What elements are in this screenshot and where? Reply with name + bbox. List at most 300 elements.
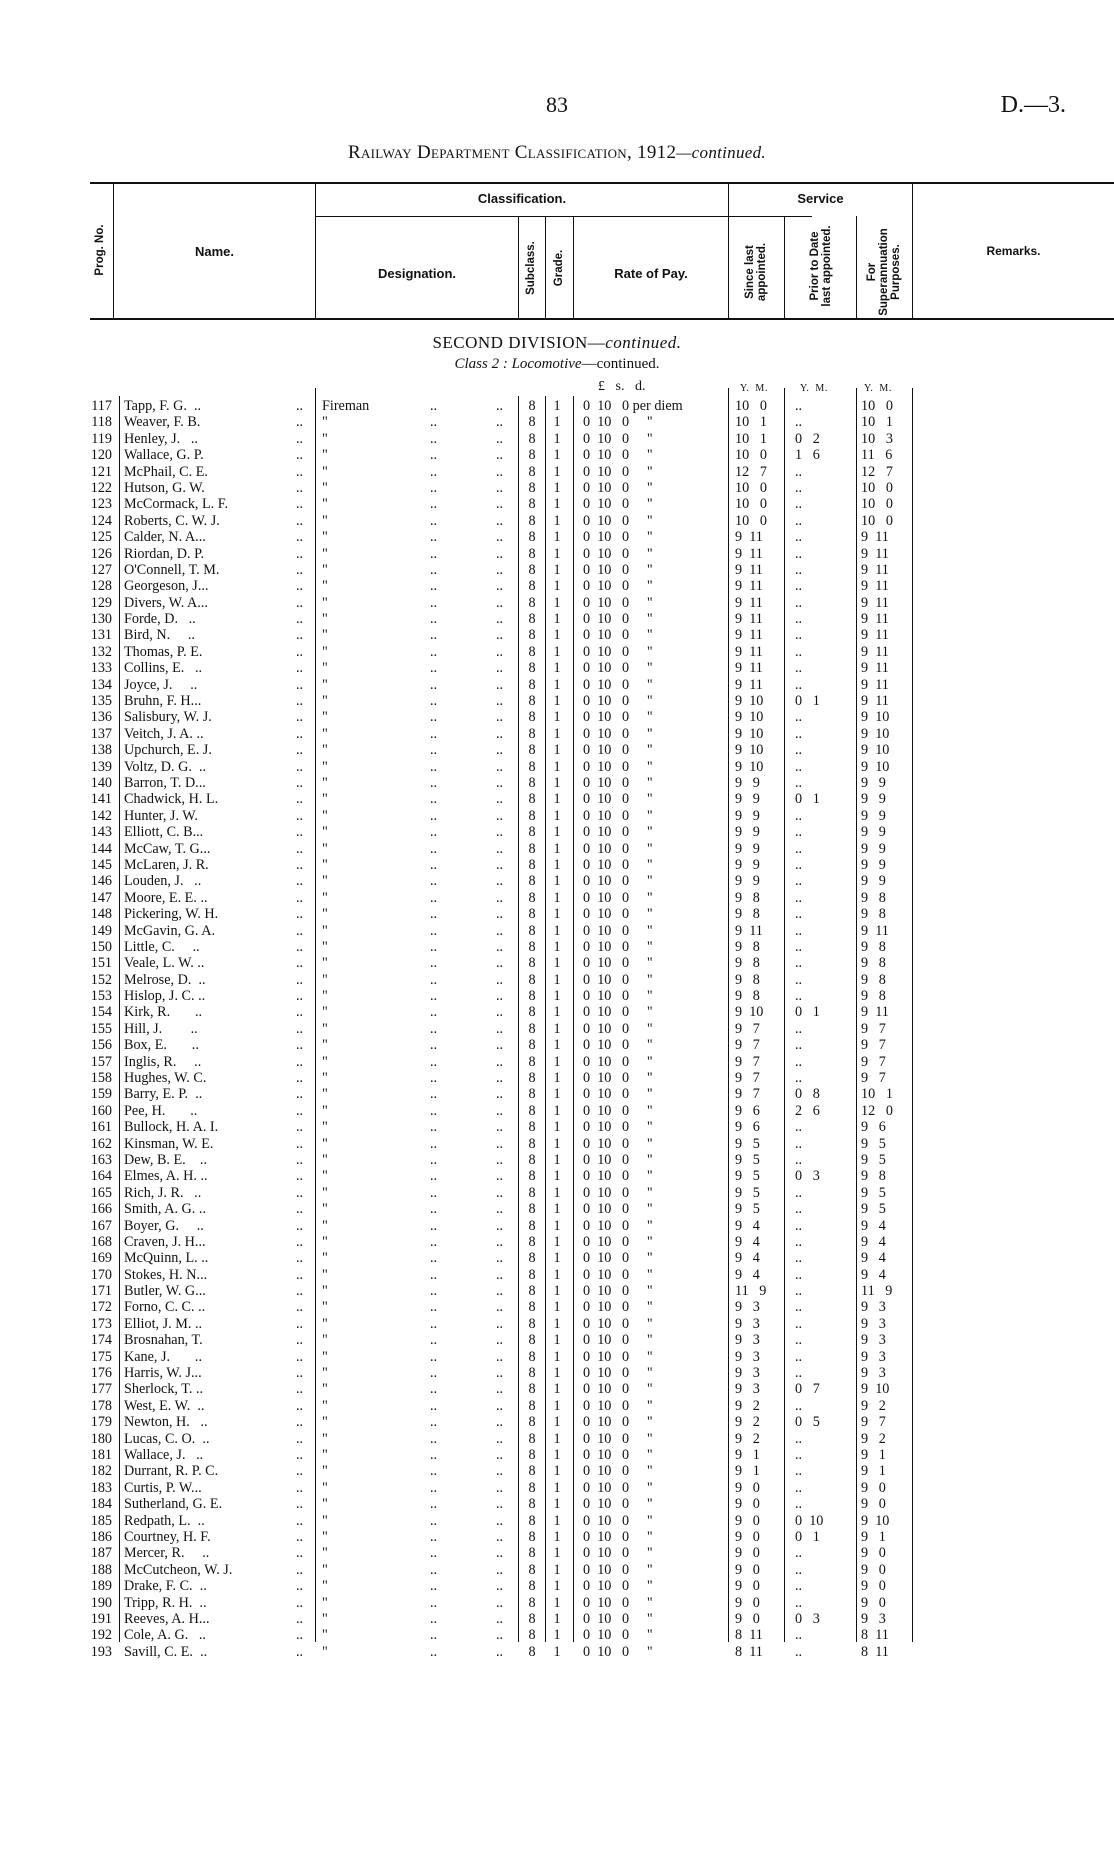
designation: " — [322, 988, 328, 1005]
designation: " — [322, 1463, 328, 1480]
service-prior: .. — [795, 709, 803, 726]
prog-number: 135 — [90, 693, 112, 710]
subclass: 8 — [528, 447, 536, 464]
service-since-last: 9 5 — [735, 1184, 760, 1201]
rate-of-pay: 0 10 0 " — [583, 1348, 653, 1365]
prog-number: 158 — [90, 1070, 112, 1087]
leader-dots: .. — [496, 1627, 504, 1644]
prog-number: 147 — [90, 889, 112, 906]
employee-name: Calder, N. A... — [124, 529, 206, 546]
service-superannuation: 9 0 — [861, 1594, 886, 1611]
prog-number: 189 — [90, 1578, 112, 1595]
designation: " — [322, 643, 328, 660]
prog-number: 173 — [90, 1315, 112, 1332]
employee-name: Elliott, C. B... — [124, 824, 204, 841]
service-since-last: 9 7 — [735, 1037, 760, 1054]
leader-dots: .. — [430, 1512, 438, 1529]
prog-number: 125 — [90, 529, 112, 546]
designation: " — [322, 725, 328, 742]
rate-of-pay: 0 10 0 " — [583, 1381, 653, 1398]
service-prior: .. — [795, 988, 803, 1005]
service-superannuation: 9 3 — [861, 1299, 886, 1316]
leader-dots: .. — [430, 1250, 438, 1267]
subclass: 8 — [528, 1151, 536, 1168]
service-prior: 0 10 — [795, 1512, 824, 1529]
leader-dots: .. — [496, 1250, 504, 1267]
prog-number: 157 — [90, 1053, 112, 1070]
subclass: 8 — [528, 840, 536, 857]
service-prior: 0 8 — [795, 1086, 820, 1103]
table-row — [0, 1431, 1114, 1447]
table-row — [0, 1332, 1114, 1348]
service-superannuation: 10 1 — [861, 1086, 893, 1103]
leader-dots: .. — [296, 479, 304, 496]
employee-name: Inglis, R. .. — [124, 1053, 202, 1070]
designation: " — [322, 1201, 328, 1218]
service-since-last: 9 10 — [735, 725, 764, 742]
header-since-last: Since last appointed. — [744, 242, 768, 302]
rate-of-pay: 0 10 0 " — [583, 1365, 653, 1382]
leader-dots: .. — [496, 496, 504, 513]
subclass: 8 — [528, 1086, 536, 1103]
subclass: 8 — [528, 1414, 536, 1431]
subclass: 8 — [528, 1135, 536, 1152]
employee-name: Bullock, H. A. I. — [124, 1119, 219, 1136]
division-title — [0, 333, 1114, 353]
leader-dots: .. — [430, 1053, 438, 1070]
service-superannuation: 9 9 — [861, 824, 886, 841]
service-superannuation: 9 0 — [861, 1479, 886, 1496]
leader-dots: .. — [430, 955, 438, 972]
leader-dots: .. — [296, 856, 304, 873]
service-superannuation: 8 11 — [861, 1643, 889, 1660]
service-prior: .. — [795, 594, 803, 611]
leader-dots: .. — [296, 594, 304, 611]
designation: " — [322, 578, 328, 595]
employee-name: Bird, N. .. — [124, 627, 195, 644]
prog-number: 186 — [90, 1528, 112, 1545]
service-prior: .. — [795, 561, 803, 578]
leader-dots: .. — [496, 447, 504, 464]
prog-number: 139 — [90, 758, 112, 775]
service-since-last: 9 8 — [735, 971, 760, 988]
grade: 1 — [553, 1365, 561, 1382]
table-row — [0, 1496, 1114, 1512]
subclass: 8 — [528, 1627, 536, 1644]
leader-dots: .. — [296, 758, 304, 775]
rate-of-pay: 0 10 0 " — [583, 414, 653, 431]
leader-dots: .. — [430, 840, 438, 857]
prog-number: 182 — [90, 1463, 112, 1480]
service-since-last: 9 5 — [735, 1151, 760, 1168]
designation: " — [322, 1070, 328, 1087]
service-prior: .. — [795, 529, 803, 546]
designation: " — [322, 1561, 328, 1578]
service-superannuation: 10 0 — [861, 479, 893, 496]
service-superannuation: 9 1 — [861, 1463, 886, 1480]
service-prior: .. — [795, 889, 803, 906]
employee-name: Forno, C. C. .. — [124, 1299, 206, 1316]
service-superannuation: 9 9 — [861, 840, 886, 857]
service-superannuation: 9 9 — [861, 856, 886, 873]
employee-name: Melrose, D. .. — [124, 971, 206, 988]
service-prior: .. — [795, 938, 803, 955]
leader-dots: .. — [496, 561, 504, 578]
service-since-last: 9 0 — [735, 1512, 760, 1529]
rate-of-pay: 0 10 0 " — [583, 1266, 653, 1283]
service-since-last: 9 0 — [735, 1578, 760, 1595]
service-since-last: 9 10 — [735, 693, 764, 710]
leader-dots: .. — [496, 906, 504, 923]
service-prior: .. — [795, 742, 803, 759]
rate-of-pay: 0 10 0 " — [583, 1397, 653, 1414]
designation: " — [322, 1004, 328, 1021]
leader-dots: .. — [430, 824, 438, 841]
subclass: 8 — [528, 1283, 536, 1300]
leader-dots: .. — [296, 807, 304, 824]
leader-dots: .. — [430, 725, 438, 742]
prog-number: 160 — [90, 1102, 112, 1119]
rate-of-pay: 0 10 0 " — [583, 1102, 653, 1119]
header-designation: Designation. — [377, 266, 456, 281]
designation: " — [322, 742, 328, 759]
table-row — [0, 1578, 1114, 1594]
service-superannuation: 9 5 — [861, 1201, 886, 1218]
leader-dots: .. — [430, 1151, 438, 1168]
service-prior: .. — [795, 1463, 803, 1480]
leader-dots: .. — [430, 1086, 438, 1103]
table-row — [0, 873, 1114, 889]
prog-number: 176 — [90, 1365, 112, 1382]
subclass: 8 — [528, 529, 536, 546]
leader-dots: .. — [430, 1217, 438, 1234]
employee-name: Hill, J. .. — [124, 1020, 198, 1037]
service-prior: .. — [795, 1332, 803, 1349]
service-prior: .. — [795, 643, 803, 660]
prog-number: 145 — [90, 856, 112, 873]
leader-dots: .. — [496, 627, 504, 644]
service-superannuation: 9 5 — [861, 1135, 886, 1152]
employee-name: Cole, A. G. .. — [124, 1627, 206, 1644]
employee-name: Collins, E. .. — [124, 660, 203, 677]
subclass: 8 — [528, 955, 536, 972]
rate-of-pay: 0 10 0 " — [583, 988, 653, 1005]
service-prior: .. — [795, 1283, 803, 1300]
grade: 1 — [553, 1447, 561, 1463]
service-prior: 2 6 — [795, 1102, 820, 1119]
leader-dots: .. — [430, 1561, 438, 1578]
designation: " — [322, 594, 328, 611]
service-prior: .. — [795, 1643, 803, 1660]
designation: " — [322, 709, 328, 726]
service-prior: .. — [795, 1266, 803, 1283]
leader-dots: .. — [430, 1610, 438, 1627]
leader-dots: .. — [430, 774, 438, 791]
service-superannuation: 9 8 — [861, 971, 886, 988]
table-row — [0, 660, 1114, 676]
service-since-last: 9 11 — [735, 660, 763, 677]
grade: 1 — [553, 1151, 561, 1168]
service-superannuation: 9 7 — [861, 1020, 886, 1037]
title-suffix: —continued. — [676, 143, 766, 162]
prog-number: 140 — [90, 774, 112, 791]
designation: Fireman — [322, 398, 370, 414]
super-units: Y. M. — [864, 383, 892, 394]
service-prior: .. — [795, 479, 803, 496]
leader-dots: .. — [296, 1397, 304, 1414]
service-since-last: 9 4 — [735, 1217, 760, 1234]
service-prior: 0 2 — [795, 430, 820, 447]
employee-name: Tapp, F. G. .. — [124, 398, 202, 414]
leader-dots: .. — [496, 578, 504, 595]
service-prior: .. — [795, 1299, 803, 1316]
grade: 1 — [553, 1201, 561, 1218]
service-prior: .. — [795, 512, 803, 529]
leader-dots: .. — [496, 922, 504, 939]
designation: " — [322, 1266, 328, 1283]
title-main: Railway Department Classification, 1912 — [348, 142, 677, 163]
service-prior: .. — [795, 1053, 803, 1070]
service-prior: .. — [795, 496, 803, 513]
table-row — [0, 988, 1114, 1004]
leader-dots: .. — [430, 627, 438, 644]
prog-number: 143 — [90, 824, 112, 841]
employee-name: Kirk, R. .. — [124, 1004, 203, 1021]
leader-dots: .. — [296, 693, 304, 710]
employee-name: Pickering, W. H. — [124, 906, 219, 923]
employee-name: McLaren, J. R. — [124, 856, 209, 873]
subclass: 8 — [528, 1578, 536, 1595]
designation: " — [322, 1627, 328, 1644]
subclass: 8 — [528, 693, 536, 710]
leader-dots: .. — [296, 938, 304, 955]
leader-dots: .. — [296, 1627, 304, 1644]
table-row — [0, 1136, 1114, 1152]
leader-dots: .. — [496, 1365, 504, 1382]
leader-dots: .. — [496, 643, 504, 660]
designation: " — [322, 1283, 328, 1300]
table-row — [0, 1054, 1114, 1070]
grade: 1 — [553, 1463, 561, 1480]
prog-number: 150 — [90, 938, 112, 955]
subclass: 8 — [528, 545, 536, 562]
employee-name: Drake, F. C. .. — [124, 1578, 207, 1595]
subclass: 8 — [528, 512, 536, 529]
designation: " — [322, 1414, 328, 1431]
service-prior: .. — [795, 856, 803, 873]
subclass: 8 — [528, 758, 536, 775]
leader-dots: .. — [296, 971, 304, 988]
subclass: 8 — [528, 906, 536, 923]
grade: 1 — [553, 824, 561, 841]
table-row — [0, 1513, 1114, 1529]
service-superannuation: 9 5 — [861, 1151, 886, 1168]
header-rate-of-pay: Rate of Pay. — [614, 266, 688, 281]
leader-dots: .. — [296, 1365, 304, 1382]
rate-of-pay: 0 10 0 " — [583, 774, 653, 791]
leader-dots: .. — [430, 1397, 438, 1414]
leader-dots: .. — [496, 856, 504, 873]
leader-dots: .. — [496, 1512, 504, 1529]
service-prior: .. — [795, 1496, 803, 1513]
designation: " — [322, 906, 328, 923]
leader-dots: .. — [496, 1168, 504, 1185]
designation: " — [322, 1217, 328, 1234]
leader-dots: .. — [296, 660, 304, 677]
service-prior: 0 5 — [795, 1414, 820, 1431]
service-prior: .. — [795, 906, 803, 923]
prog-number: 184 — [90, 1496, 112, 1513]
leader-dots: .. — [430, 660, 438, 677]
designation: " — [322, 922, 328, 939]
leader-dots: .. — [496, 660, 504, 677]
leader-dots: .. — [430, 1168, 438, 1185]
leader-dots: .. — [430, 758, 438, 775]
employee-name: Kane, J. .. — [124, 1348, 203, 1365]
leader-dots: .. — [496, 971, 504, 988]
rate-of-pay: 0 10 0 " — [583, 1233, 653, 1250]
service-superannuation: 12 0 — [861, 1102, 893, 1119]
subclass: 8 — [528, 856, 536, 873]
employee-name: Sherlock, T. .. — [124, 1381, 204, 1398]
designation: " — [322, 1299, 328, 1316]
table-row — [0, 1414, 1114, 1430]
prog-number: 172 — [90, 1299, 112, 1316]
grade: 1 — [553, 676, 561, 693]
rate-of-pay: 0 10 0 " — [583, 1299, 653, 1316]
designation: " — [322, 414, 328, 431]
subclass: 8 — [528, 1348, 536, 1365]
header-name: Name. — [194, 244, 235, 259]
service-prior: .. — [795, 1430, 803, 1447]
grade: 1 — [553, 873, 561, 890]
service-superannuation: 9 3 — [861, 1348, 886, 1365]
service-since-last: 9 3 — [735, 1299, 760, 1316]
table-row — [0, 1611, 1114, 1627]
leader-dots: .. — [496, 512, 504, 529]
table-row — [0, 1627, 1114, 1643]
service-superannuation: 9 3 — [861, 1365, 886, 1382]
service-superannuation: 9 1 — [861, 1528, 886, 1545]
leader-dots: .. — [430, 1283, 438, 1300]
leader-dots: .. — [296, 1266, 304, 1283]
rate-of-pay: 0 10 0 " — [583, 955, 653, 972]
page-number: 83 — [546, 92, 568, 117]
leader-dots: .. — [430, 971, 438, 988]
leader-dots: .. — [430, 742, 438, 759]
prog-number: 118 — [91, 414, 112, 431]
leader-dots: .. — [296, 627, 304, 644]
designation: " — [322, 1135, 328, 1152]
leader-dots: .. — [496, 840, 504, 857]
service-since-last: 9 3 — [735, 1365, 760, 1382]
service-prior: .. — [795, 1250, 803, 1267]
subclass: 8 — [528, 1643, 536, 1660]
employee-name: Newton, H. .. — [124, 1414, 208, 1431]
table-row — [0, 824, 1114, 840]
leader-dots: .. — [496, 1217, 504, 1234]
prog-number: 119 — [91, 430, 112, 447]
table-row — [0, 1447, 1114, 1463]
leader-dots: .. — [496, 1332, 504, 1349]
service-superannuation: 9 11 — [861, 676, 889, 693]
subclass: 8 — [528, 1053, 536, 1070]
rate-of-pay: 0 10 0 " — [583, 1643, 653, 1660]
table-row — [0, 1250, 1114, 1266]
leader-dots: .. — [430, 922, 438, 939]
grade: 1 — [553, 1020, 561, 1037]
employee-name: Boyer, G. .. — [124, 1217, 204, 1234]
subclass: 8 — [528, 611, 536, 628]
designation: " — [322, 873, 328, 890]
leader-dots: .. — [430, 594, 438, 611]
leader-dots: .. — [430, 906, 438, 923]
rate-of-pay: 0 10 0 " — [583, 1151, 653, 1168]
designation: " — [322, 1332, 328, 1349]
service-superannuation: 11 6 — [861, 447, 893, 464]
leader-dots: .. — [496, 758, 504, 775]
prog-number: 161 — [90, 1119, 112, 1136]
prog-number: 128 — [90, 578, 112, 595]
table-row — [0, 1595, 1114, 1611]
table-row — [0, 1299, 1114, 1315]
grade: 1 — [553, 1102, 561, 1119]
designation: " — [322, 1020, 328, 1037]
prog-number: 177 — [90, 1381, 112, 1398]
leader-dots: .. — [296, 1545, 304, 1562]
employee-name: Wallace, J. .. — [124, 1447, 204, 1463]
employee-name: Box, E. .. — [124, 1037, 199, 1054]
prog-number: 154 — [90, 1004, 112, 1021]
leader-dots: .. — [296, 1348, 304, 1365]
grade: 1 — [553, 791, 561, 808]
table-row — [0, 1070, 1114, 1086]
designation: " — [322, 1168, 328, 1185]
employee-name: Veale, L. W. .. — [124, 955, 205, 972]
service-superannuation: 9 8 — [861, 906, 886, 923]
leader-dots: .. — [430, 791, 438, 808]
service-superannuation: 9 3 — [861, 1332, 886, 1349]
grade: 1 — [553, 889, 561, 906]
leader-dots: .. — [430, 529, 438, 546]
service-superannuation: 9 8 — [861, 988, 886, 1005]
service-prior: .. — [795, 1594, 803, 1611]
page-title — [0, 142, 1114, 164]
table-row — [0, 1381, 1114, 1397]
leader-dots: .. — [430, 1578, 438, 1595]
service-superannuation: 9 11 — [861, 561, 889, 578]
grade: 1 — [553, 725, 561, 742]
employee-name: Veitch, J. A. .. — [124, 725, 204, 742]
service-since-last: 9 9 — [735, 840, 760, 857]
service-since-last: 9 9 — [735, 774, 760, 791]
prog-number: 152 — [90, 971, 112, 988]
service-superannuation: 9 9 — [861, 774, 886, 791]
prog-number: 169 — [90, 1250, 112, 1267]
table-row — [0, 447, 1114, 463]
grade: 1 — [553, 463, 561, 480]
leader-dots: .. — [496, 1070, 504, 1087]
prog-number: 130 — [90, 611, 112, 628]
employee-name: Georgeson, J... — [124, 578, 209, 595]
rate-of-pay: 0 10 0 " — [583, 1414, 653, 1431]
designation: " — [322, 807, 328, 824]
designation: " — [322, 479, 328, 496]
subclass: 8 — [528, 1512, 536, 1529]
rate-of-pay: 0 10 0 " — [583, 1594, 653, 1611]
service-prior: .. — [795, 1365, 803, 1382]
designation: " — [322, 1479, 328, 1496]
